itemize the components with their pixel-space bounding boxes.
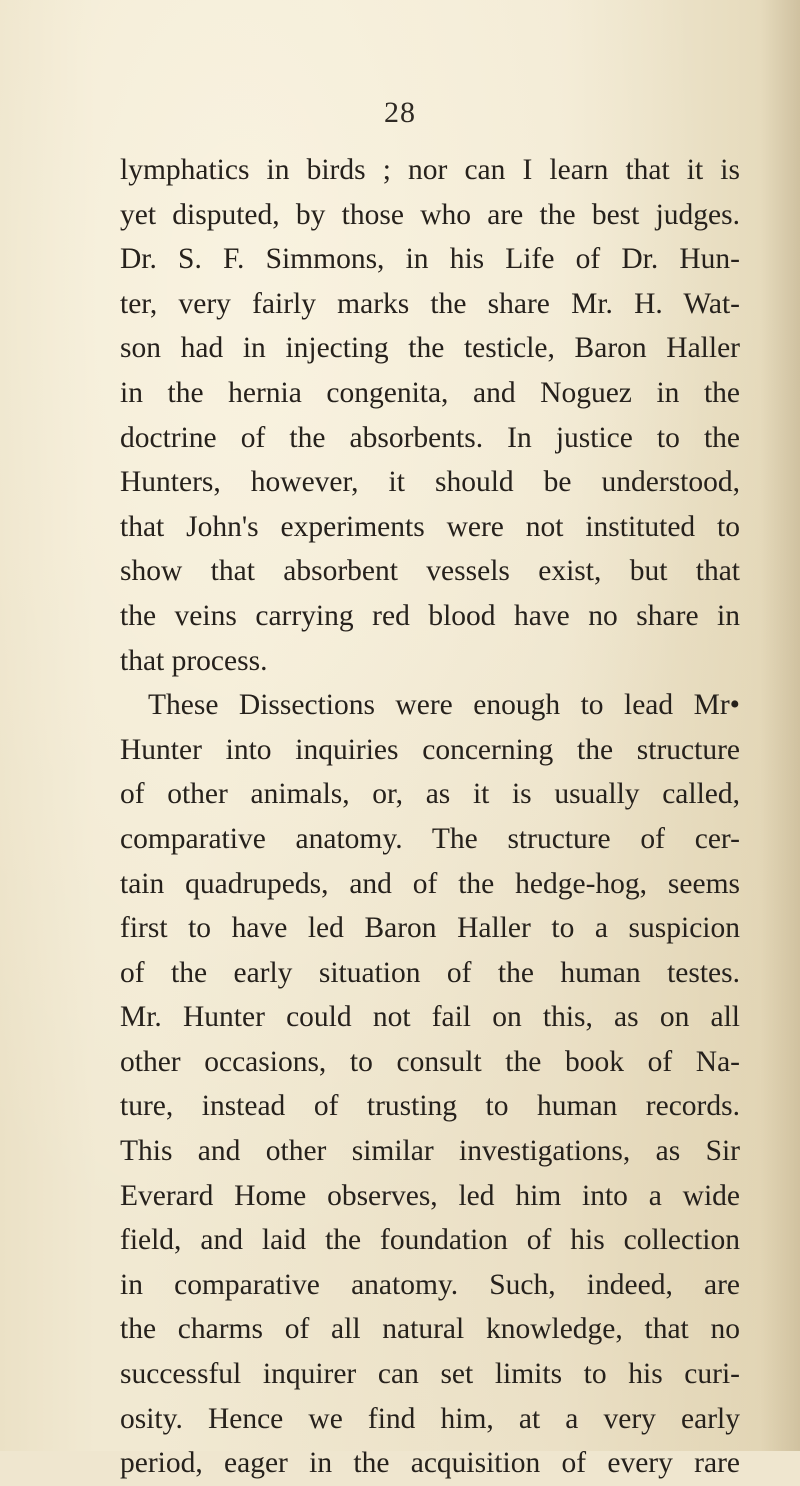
- text-line: This and other similar investigations, as Sir: [120, 1135, 740, 1168]
- text-line: the charms of all natural knowledge, that no: [120, 1313, 740, 1346]
- text-line: of other animals, or, as it is usually called,: [120, 778, 740, 811]
- text-line: Dr. S. F. Simmons, in his Life of Dr. Hun-: [120, 243, 740, 276]
- text-line: lymphatics in birds ; nor can I learn that it is: [120, 154, 740, 186]
- page-number: 28: [384, 96, 416, 129]
- body-text: [120, 148, 740, 1486]
- text-line: of the early situation of the human testes.: [120, 956, 740, 989]
- text-line: Mr. Hunter could not fail on this, as on all: [120, 1001, 740, 1034]
- text-line: comparative anatomy. The structure of cer-: [120, 822, 740, 855]
- text-line: Hunters, however, it should be understood,: [120, 466, 740, 499]
- text-line: osity. Hence we find him, at a very early: [120, 1402, 740, 1435]
- text-line: Hunter into inquiries concerning the structure: [120, 733, 740, 766]
- text-line: in the hernia congenita, and Noguez in the: [120, 376, 740, 409]
- text-line: that John's experiments were not instituted to: [120, 510, 740, 543]
- text-line: These Dissections were enough to lead Mr•: [148, 689, 740, 722]
- text-line: yet disputed, by those who are the best judges.: [120, 198, 740, 231]
- text-line: successful inquirer can set limits to his curi-: [120, 1358, 740, 1391]
- text-line: in comparative anatomy. Such, indeed, are: [120, 1268, 740, 1301]
- text-line: tain quadrupeds, and of the hedge-hog, seems: [120, 867, 740, 900]
- text-line: ture, instead of trusting to human records.: [120, 1090, 740, 1123]
- text-line: first to have led Baron Haller to a suspicion: [120, 912, 740, 945]
- text-line: doctrine of the absorbents. In justice to the: [120, 421, 740, 454]
- text-line: the veins carrying red blood have no share in: [120, 599, 740, 632]
- text-line: field, and laid the foundation of his collection: [120, 1224, 740, 1257]
- text-line: ter, very fairly marks the share Mr. H. Wat-: [120, 287, 740, 320]
- text-line: son had in injecting the testicle, Baron Haller: [120, 332, 740, 365]
- text-line: show that absorbent vessels exist, but that: [120, 555, 740, 588]
- text-line: other occasions, to consult the book of Na-: [120, 1045, 740, 1078]
- text-line: period, eager in the acquisition of every rare: [120, 1447, 740, 1480]
- text-line: that process.: [120, 644, 268, 677]
- text-line: Everard Home observes, led him into a wide: [120, 1179, 740, 1212]
